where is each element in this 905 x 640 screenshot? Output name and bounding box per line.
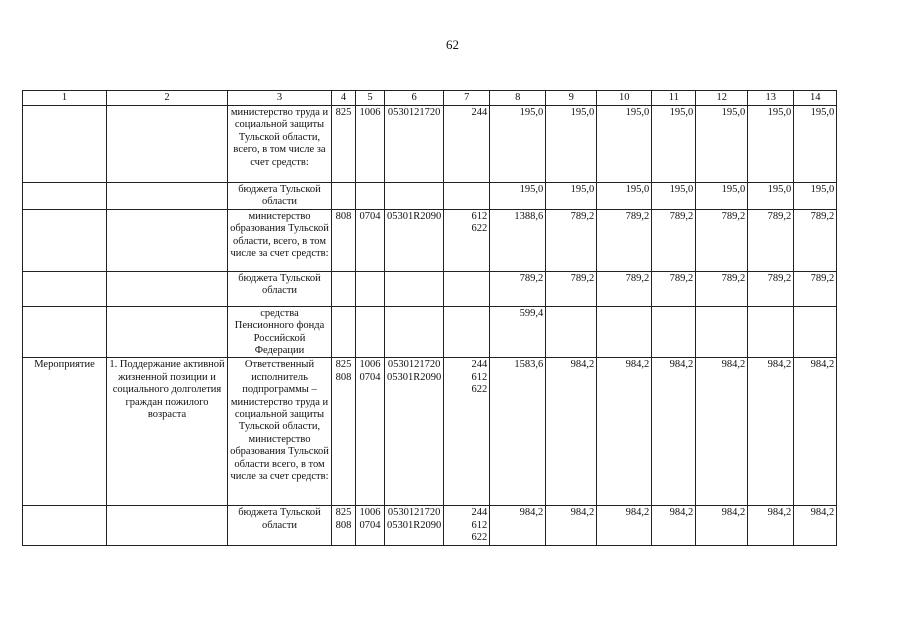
header-cell: 12 [696, 91, 748, 106]
cell-expense-type [444, 306, 490, 358]
header-cell: 2 [107, 91, 228, 106]
cell-section: 1006 0704 [356, 358, 385, 506]
cell-expense-type [444, 183, 490, 210]
cell-year: 789,2 [748, 209, 794, 271]
cell-year: 789,2 [546, 271, 597, 306]
cell-target-code: 0530121720 05301R2090 [385, 506, 444, 545]
cell-target-code: 0530121720 05301R2090 [385, 358, 444, 506]
cell-year: 984,2 [597, 358, 652, 506]
cell-year: 984,2 [597, 506, 652, 545]
cell-year: 195,0 [696, 106, 748, 183]
cell-grbs [332, 306, 356, 358]
cell-expense-type: 612 622 [444, 209, 490, 271]
cell-event-type [23, 106, 107, 183]
cell-section [356, 183, 385, 210]
cell-year: 195,0 [652, 106, 696, 183]
cell-source: Ответственный исполнитель подпрограммы – министерство труда и социальной защиты Тульской области, министерство образования Тульской области всего, в том числе за счет средств: [228, 358, 332, 506]
cell-year: 984,2 [696, 506, 748, 545]
cell-year: 984,2 [794, 358, 837, 506]
budget-table [22, 90, 837, 546]
cell-year: 984,2 [652, 358, 696, 506]
cell-year: 195,0 [597, 106, 652, 183]
cell-year: 195,0 [696, 183, 748, 210]
cell-target-code [385, 306, 444, 358]
header-cell: 7 [444, 91, 490, 106]
cell-grbs: 825 808 [332, 358, 356, 506]
cell-event-type [23, 183, 107, 210]
cell-year: 195,0 [546, 106, 597, 183]
cell-expense-type: 244 612 622 [444, 358, 490, 506]
cell-grbs: 825 [332, 106, 356, 183]
cell-section: 1006 0704 [356, 506, 385, 545]
header-cell: 4 [332, 91, 356, 106]
cell-year: 984,2 [546, 506, 597, 545]
cell-year: 984,2 [748, 506, 794, 545]
cell-year: 789,2 [652, 271, 696, 306]
cell-event-name [107, 306, 228, 358]
table-row [23, 209, 837, 271]
cell-source: бюджета Тульской области [228, 271, 332, 306]
table-row [23, 183, 837, 210]
cell-grbs: 825 808 [332, 506, 356, 545]
cell-year [696, 306, 748, 358]
cell-event-name [107, 271, 228, 306]
cell-source: министерство труда и социальной защиты Тульской области, всего, в том числе за счет средств: [228, 106, 332, 183]
cell-source: бюджета Тульской области [228, 506, 332, 545]
cell-total: 195,0 [490, 106, 546, 183]
cell-year: 195,0 [794, 106, 837, 183]
cell-year: 789,2 [546, 209, 597, 271]
header-row [23, 91, 837, 106]
page-number: 62 [446, 37, 459, 52]
cell-year: 984,2 [748, 358, 794, 506]
cell-source: министерство образования Тульской области, всего, в том числе за счет средств: [228, 209, 332, 271]
table-row [23, 358, 837, 506]
cell-section [356, 306, 385, 358]
cell-year: 195,0 [794, 183, 837, 210]
cell-event-type [23, 306, 107, 358]
cell-year: 789,2 [597, 209, 652, 271]
cell-year: 789,2 [696, 271, 748, 306]
cell-year: 195,0 [748, 106, 794, 183]
cell-event-name [107, 183, 228, 210]
cell-section: 0704 [356, 209, 385, 271]
cell-year: 789,2 [696, 209, 748, 271]
cell-year [597, 306, 652, 358]
cell-event-type [23, 506, 107, 545]
cell-year: 195,0 [652, 183, 696, 210]
cell-total: 789,2 [490, 271, 546, 306]
cell-event-name [107, 209, 228, 271]
cell-grbs: 808 [332, 209, 356, 271]
cell-source: средства Пенсионного фонда Российской Федерации [228, 306, 332, 358]
cell-total: 599,4 [490, 306, 546, 358]
table-row [23, 271, 837, 306]
cell-grbs [332, 183, 356, 210]
header-cell: 11 [652, 91, 696, 106]
cell-section: 1006 [356, 106, 385, 183]
header-cell: 14 [794, 91, 837, 106]
cell-section [356, 271, 385, 306]
cell-year [546, 306, 597, 358]
header-cell: 1 [23, 91, 107, 106]
cell-year: 789,2 [794, 271, 837, 306]
cell-event-name: 1. Поддержание активной жизненной позиции и социального долголетия граждан пожилого возраста [107, 358, 228, 506]
cell-total: 195,0 [490, 183, 546, 210]
cell-event-type [23, 209, 107, 271]
header-cell: 9 [546, 91, 597, 106]
header-cell: 10 [597, 91, 652, 106]
cell-event-type [23, 271, 107, 306]
header-cell: 6 [385, 91, 444, 106]
cell-grbs [332, 271, 356, 306]
cell-year: 789,2 [597, 271, 652, 306]
cell-expense-type [444, 271, 490, 306]
cell-year: 195,0 [546, 183, 597, 210]
cell-year [748, 306, 794, 358]
cell-total: 1583,6 [490, 358, 546, 506]
cell-year: 195,0 [597, 183, 652, 210]
cell-target-code: 05301R2090 [385, 209, 444, 271]
header-cell: 3 [228, 91, 332, 106]
table-row [23, 506, 837, 545]
cell-target-code [385, 271, 444, 306]
cell-total: 1388,6 [490, 209, 546, 271]
cell-year: 789,2 [794, 209, 837, 271]
cell-source: бюджета Тульской области [228, 183, 332, 210]
cell-expense-type: 244 612 622 [444, 506, 490, 545]
cell-year: 789,2 [748, 271, 794, 306]
cell-target-code: 0530121720 [385, 106, 444, 183]
cell-expense-type: 244 [444, 106, 490, 183]
header-cell: 5 [356, 91, 385, 106]
cell-event-name [107, 106, 228, 183]
cell-target-code [385, 183, 444, 210]
header-cell: 13 [748, 91, 794, 106]
cell-year: 984,2 [794, 506, 837, 545]
cell-year: 984,2 [652, 506, 696, 545]
cell-year [652, 306, 696, 358]
table-row [23, 306, 837, 358]
table-row [23, 106, 837, 183]
cell-year [794, 306, 837, 358]
header-cell: 8 [490, 91, 546, 106]
cell-year: 984,2 [696, 358, 748, 506]
cell-event-name [107, 506, 228, 545]
cell-year: 789,2 [652, 209, 696, 271]
cell-total: 984,2 [490, 506, 546, 545]
cell-year: 984,2 [546, 358, 597, 506]
cell-event-type: Мероприятие [23, 358, 107, 506]
cell-year: 195,0 [748, 183, 794, 210]
